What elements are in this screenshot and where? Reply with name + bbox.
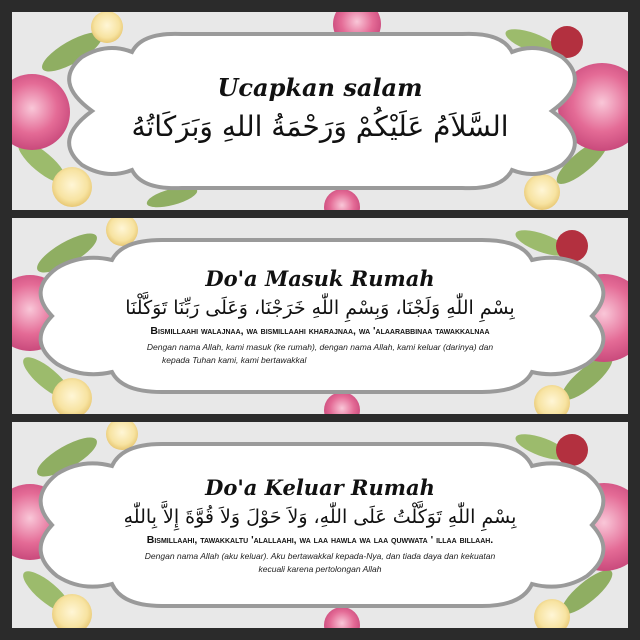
card-doa-keluar-rumah [12,422,628,628]
card-content [12,12,628,210]
card-content [12,422,628,628]
meaning-line-2: kecuali karena pertolongan Allah [258,563,382,574]
card-title: Do'a Masuk Rumah [205,266,435,292]
meaning-line-2: kepada Tuhan kami, kami bertawakkal [162,354,307,365]
card-salam [12,12,628,210]
card-title: Do'a Keluar Rumah [205,475,435,501]
meaning-line-1: Dengan nama Allah, kami masuk (ke rumah), dengan nama Allah, kami keluar (darinya) dan [146,342,494,353]
card-title: Ucapkan salam [217,73,423,102]
arabic-text: بِسْمِ اللّٰهِ تَوَكَّلْتُ عَلَى اللّٰهِ، وَلاَ حَوْلَ وَلاَ قُوَّةَ إِلاَّ بِاللّٰهِ [123,506,517,529]
latin-transliteration: Bismillaahi, tawakkaltu 'alallaahi, wa laa hawla wa laa quwwata ' illaa billaah. [146,534,494,547]
meaning-line-1: Dengan nama Allah (aku keluar). Aku bertawakkal kepada-Nya, dan tiada daya dan kekuatan [144,551,496,562]
card-doa-masuk-rumah [12,218,628,414]
card-content [12,218,628,414]
latin-transliteration: Bismillaahi walajnaa, wa bismillaahi kharajnaa, wa 'alaarabbinaa tawakkalnaa [150,325,490,338]
arabic-text: السَّلاَمُ عَلَيْكُمْ وَرَحْمَةُ اللهِ وَبَرَكَاتُهُ [131,110,509,143]
arabic-text: بِسْمِ اللّٰهِ وَلَجْنَا، وَبِسْمِ اللّٰهِ خَرَجْنَا، وَعَلَى رَبِّنَا تَوَكَّلْنَا [125,297,515,320]
